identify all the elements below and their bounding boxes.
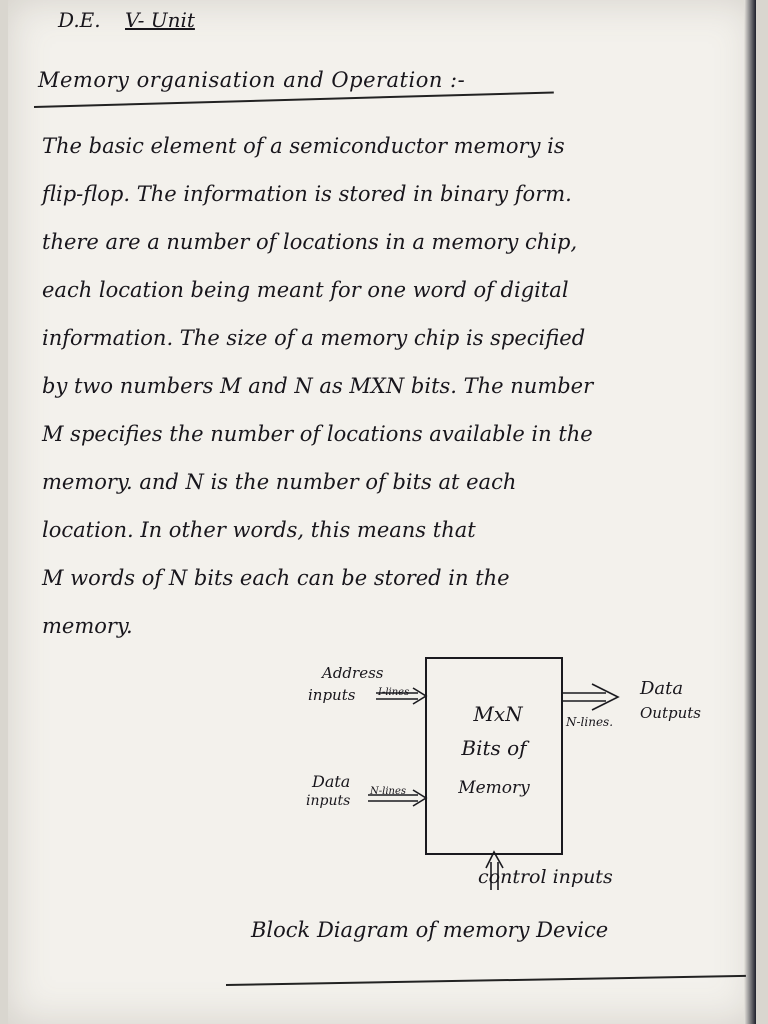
data-inputs-label: inputs — [306, 793, 351, 809]
data-out-label: Data — [640, 678, 684, 699]
data-in-label: Data — [312, 772, 351, 791]
data-out-lines-label: N-lines. — [566, 715, 614, 729]
subject-label: D.E. — [58, 8, 101, 32]
body-line: M words of N bits each can be stored in the — [42, 566, 510, 590]
block-label-bits: Bits of — [461, 736, 527, 760]
body-line: each location being meant for one word of digital — [42, 278, 569, 302]
body-line: flip-flop. The information is stored in binary form. — [42, 182, 572, 206]
body-line: The basic element of a semiconductor memory is — [42, 134, 565, 158]
body-line: by two numbers M and N as MXN bits. The number — [42, 374, 594, 398]
address-inputs-label: inputs — [308, 686, 356, 704]
memory-block-diagram — [8, 0, 756, 1024]
notebook-page — [8, 0, 756, 1024]
body-line: location. In other words, this means that — [42, 518, 476, 542]
block-label-memory: Memory — [458, 778, 530, 798]
body-line: memory. — [42, 614, 133, 638]
data-in-lines-label: N-lines — [370, 786, 407, 797]
diagram-caption: Block Diagram of memory Device — [251, 918, 609, 942]
control-inputs-label: control inputs — [478, 866, 613, 888]
address-lines-label: I-lines — [378, 687, 410, 698]
body-line: memory. and N is the number of bits at each — [42, 470, 517, 494]
data-output-arrow — [562, 684, 618, 710]
body-line: M specifies the number of locations available in the — [42, 422, 593, 446]
section-heading: Memory organisation and Operation :- — [38, 68, 466, 92]
body-line: information. The size of a memory chip is specified — [42, 326, 586, 350]
address-label: Address — [322, 664, 384, 682]
block-label-size: MxN — [473, 702, 523, 726]
body-line: there are a number of locations in a memory chip, — [42, 230, 578, 254]
unit-label: V- Unit — [125, 8, 195, 32]
data-outputs-label: Outputs — [640, 704, 701, 722]
